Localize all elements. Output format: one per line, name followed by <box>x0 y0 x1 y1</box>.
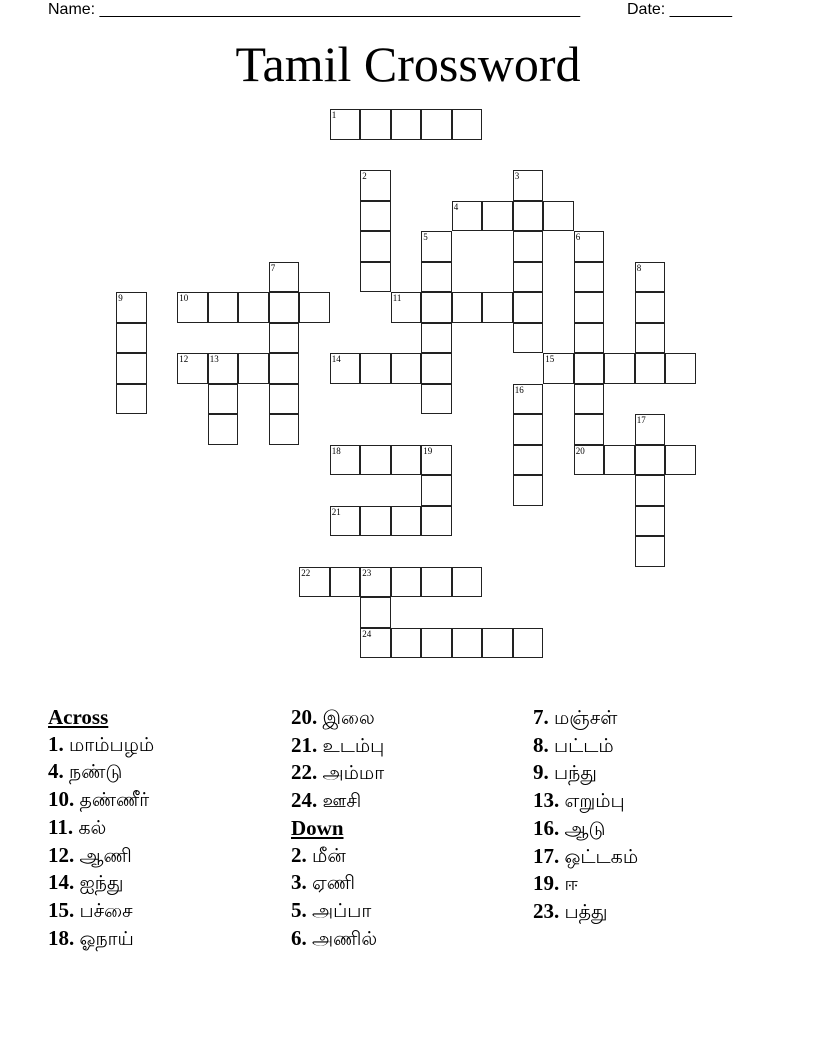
grid-cell[interactable] <box>299 292 330 323</box>
grid-cell[interactable] <box>482 201 513 232</box>
grid-cell[interactable] <box>299 567 330 598</box>
grid-cell[interactable] <box>269 353 300 384</box>
grid-cell[interactable] <box>513 384 544 415</box>
clue-column-2 <box>291 704 384 952</box>
clue-down-13: 13. எறும்பு <box>533 788 625 813</box>
grid-cell[interactable] <box>452 292 483 323</box>
across-heading: Across <box>48 705 109 729</box>
clue-number: 7 <box>270 262 276 273</box>
grid-cell[interactable] <box>421 567 452 598</box>
grid-cell[interactable] <box>391 109 422 140</box>
grid-cell[interactable] <box>360 201 391 232</box>
grid-cell[interactable] <box>208 292 239 323</box>
grid-cell[interactable] <box>574 445 605 476</box>
grid-cell[interactable] <box>360 445 391 476</box>
grid-cell[interactable] <box>269 414 300 445</box>
grid-cell[interactable] <box>543 353 574 384</box>
grid-cell[interactable] <box>635 323 666 354</box>
grid-cell[interactable] <box>391 353 422 384</box>
grid-cell[interactable] <box>330 109 361 140</box>
clue-number: 3 <box>514 171 520 182</box>
grid-cell[interactable] <box>269 292 300 323</box>
grid-cell[interactable] <box>391 292 422 323</box>
grid-cell[interactable] <box>208 414 239 445</box>
grid-cell[interactable] <box>574 262 605 293</box>
clue-number: 14 <box>331 354 341 365</box>
clue-number: 20 <box>575 445 585 456</box>
clue-across-20: 20. இலை <box>291 705 375 729</box>
grid-cell[interactable] <box>421 475 452 506</box>
grid-cell[interactable] <box>421 353 452 384</box>
grid-cell[interactable] <box>269 323 300 354</box>
clue-across-4: 4. நண்டு <box>48 759 123 784</box>
grid-cell[interactable] <box>421 231 452 262</box>
clue-number: 24 <box>362 628 372 639</box>
grid-cell[interactable] <box>360 353 391 384</box>
grid-cell[interactable] <box>513 170 544 201</box>
grid-cell[interactable] <box>116 323 147 354</box>
grid-cell[interactable] <box>574 384 605 415</box>
grid-cell[interactable] <box>452 109 483 140</box>
clue-number: 10 <box>179 293 189 304</box>
grid-cell[interactable] <box>360 262 391 293</box>
grid-cell[interactable] <box>330 567 361 598</box>
clue-number: 16 <box>514 384 524 395</box>
header <box>48 0 748 20</box>
clue-number: 22 <box>301 567 311 578</box>
grid-cell[interactable] <box>635 506 666 537</box>
clue-down-8: 8. பட்டம் <box>533 732 614 757</box>
grid-cell[interactable] <box>238 353 269 384</box>
grid-cell[interactable] <box>421 323 452 354</box>
grid-cell[interactable] <box>360 628 391 659</box>
clue-number: 6 <box>575 232 581 243</box>
grid-cell[interactable] <box>391 445 422 476</box>
grid-cell[interactable] <box>665 445 696 476</box>
clue-down-16: 16. ஆடு <box>533 815 606 840</box>
grid-cell[interactable] <box>360 506 391 537</box>
grid-cell[interactable] <box>574 292 605 323</box>
grid-cell[interactable] <box>574 231 605 262</box>
grid-cell[interactable] <box>421 506 452 537</box>
grid-cell[interactable] <box>208 384 239 415</box>
clue-number: 21 <box>331 506 341 517</box>
grid-cell[interactable] <box>330 445 361 476</box>
clue-number: 15 <box>545 354 555 365</box>
grid-cell[interactable] <box>360 567 391 598</box>
grid-cell[interactable] <box>513 323 544 354</box>
grid-cell[interactable] <box>452 201 483 232</box>
clue-across-18: 18. ஓநாய் <box>48 925 134 950</box>
grid-cell[interactable] <box>177 353 208 384</box>
clue-number: 9 <box>118 293 123 304</box>
clue-across-21: 21. உடம்பு <box>291 732 385 757</box>
clue-number: 23 <box>362 567 372 578</box>
grid-cell[interactable] <box>482 628 513 659</box>
clue-down-6: 6. அணில் <box>291 925 378 950</box>
clue-number: 1 <box>331 110 337 121</box>
grid-cell[interactable] <box>513 445 544 476</box>
clue-number: 4 <box>453 201 459 212</box>
clue-across-24: 24. ஊசி <box>291 788 362 813</box>
grid-cell[interactable] <box>574 414 605 445</box>
grid-cell[interactable] <box>116 384 147 415</box>
grid-cell[interactable] <box>574 353 605 384</box>
grid-cell[interactable] <box>238 292 269 323</box>
grid-cell[interactable] <box>635 536 666 567</box>
down-heading: Down <box>291 815 344 840</box>
grid-cell[interactable] <box>513 475 544 506</box>
grid-cell[interactable] <box>665 353 696 384</box>
clue-across-1: 1. மாம்பழம் <box>48 731 155 756</box>
grid-cell[interactable] <box>635 414 666 445</box>
date-field[interactable]: Date: _______ <box>627 1 732 18</box>
grid-cell[interactable] <box>513 201 544 232</box>
clue-number: 17 <box>636 415 646 426</box>
clue-across-15: 15. பச்சை <box>48 897 133 922</box>
clue-number: 11 <box>392 293 402 304</box>
clue-down-7: 7. மஞ்சள் <box>533 705 618 729</box>
grid-cell[interactable] <box>391 567 422 598</box>
clue-across-10: 10. தண்ணீர் <box>48 787 150 812</box>
clue-across-11: 11. கல் <box>48 814 107 839</box>
grid-cell[interactable] <box>360 231 391 262</box>
name-field[interactable]: Name: ______________________________________________________ <box>48 1 581 18</box>
page-title: Tamil Crossword <box>235 36 581 92</box>
clue-down-19: 19. ஈ <box>533 871 578 896</box>
grid-cell[interactable] <box>330 506 361 537</box>
clue-column-3 <box>533 704 638 926</box>
clue-across-12: 12. ஆணி <box>48 842 132 867</box>
clue-number: 13 <box>209 354 219 365</box>
grid-cell[interactable] <box>635 445 666 476</box>
grid-cell[interactable] <box>482 292 513 323</box>
grid-cell[interactable] <box>452 628 483 659</box>
grid-cell[interactable] <box>269 384 300 415</box>
grid-cell[interactable] <box>452 567 483 598</box>
grid-cell[interactable] <box>635 262 666 293</box>
grid-cell[interactable] <box>421 292 452 323</box>
grid-cell[interactable] <box>421 445 452 476</box>
clue-down-17: 17. ஒட்டகம் <box>533 843 639 868</box>
grid-cell[interactable] <box>360 109 391 140</box>
grid-cell[interactable] <box>635 353 666 384</box>
grid-cell[interactable] <box>513 262 544 293</box>
grid-cell[interactable] <box>330 353 361 384</box>
grid-cell[interactable] <box>513 414 544 445</box>
clue-number: 8 <box>636 262 642 273</box>
grid-cell[interactable] <box>208 353 239 384</box>
grid-cell[interactable] <box>177 292 208 323</box>
clue-column-1 <box>48 704 154 952</box>
grid-cell[interactable] <box>513 231 544 262</box>
clue-down-2: 2. மீன் <box>291 842 346 867</box>
clue-number: 2 <box>362 171 367 182</box>
grid-cell[interactable] <box>116 292 147 323</box>
grid-cell[interactable] <box>391 628 422 659</box>
grid-cell[interactable] <box>604 353 635 384</box>
grid-cell[interactable] <box>513 292 544 323</box>
grid-cell[interactable] <box>269 262 300 293</box>
grid-cell[interactable] <box>543 201 574 232</box>
clue-down-5: 5. அப்பா <box>291 897 372 922</box>
grid-cell[interactable] <box>360 170 391 201</box>
clue-number: 12 <box>179 354 189 365</box>
grid-cell[interactable] <box>421 262 452 293</box>
grid-cell[interactable] <box>635 292 666 323</box>
clue-down-3: 3. ஏணி <box>291 870 356 895</box>
grid-cell[interactable] <box>635 475 666 506</box>
grid-cell[interactable] <box>421 109 452 140</box>
grid-cell[interactable] <box>116 353 147 384</box>
grid-cell[interactable] <box>574 323 605 354</box>
grid-cell[interactable] <box>513 628 544 659</box>
grid-cell[interactable] <box>391 506 422 537</box>
clue-across-22: 22. அம்மா <box>291 760 385 785</box>
grid-cell[interactable] <box>360 597 391 628</box>
grid-cell[interactable] <box>421 628 452 659</box>
grid-cell[interactable] <box>421 384 452 415</box>
clue-number: 18 <box>331 445 341 456</box>
clue-number: 5 <box>423 232 428 243</box>
clue-down-23: 23. பத்து <box>533 898 608 923</box>
clue-down-9: 9. பந்து <box>533 760 597 785</box>
clue-across-14: 14. ஐந்து <box>48 870 124 895</box>
grid-cell[interactable] <box>604 445 635 476</box>
clue-number: 19 <box>423 445 433 456</box>
